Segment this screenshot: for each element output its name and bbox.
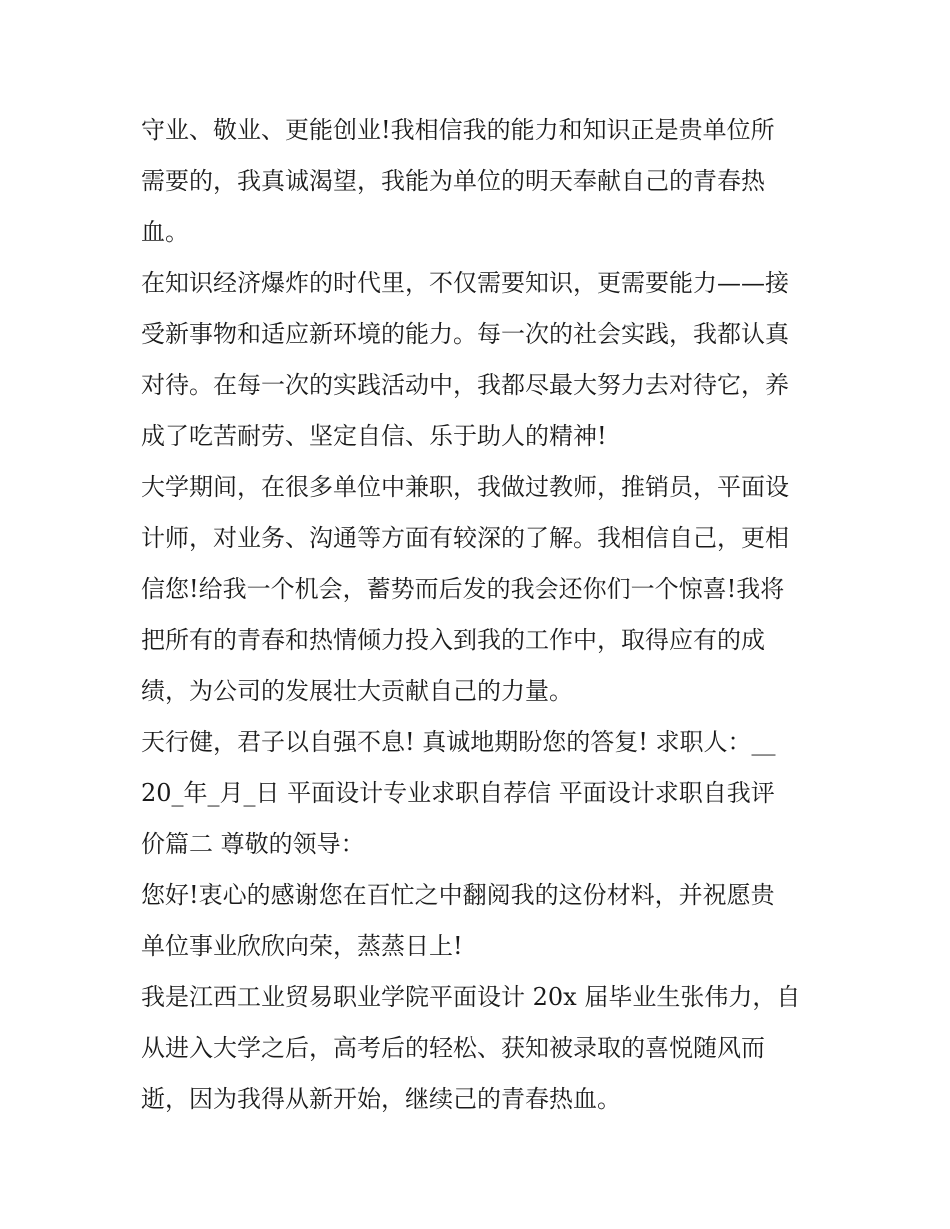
text-line: 在知识经济爆炸的时代里，不仅需要知识，更需要能力——接 (141, 269, 789, 297)
text-line: 把所有的青春和热情倾力投入到我的工作中，取得应有的成 (141, 626, 765, 654)
text-line: 绩，为公司的发展壮大贡献自己的力量。 (141, 677, 573, 705)
text-line: 大学期间，在很多单位中兼职，我做过教师，推销员，平面设 (141, 473, 789, 501)
text-line: 20_年_月_日 平面设计专业求职自荐信 平面设计求职自我评 (141, 779, 775, 807)
text-line: 守业、敬业、更能创业!我相信我的能力和知识正是贵单位所 (141, 116, 775, 144)
text-line: 血。 (141, 218, 189, 246)
text-line: 天行健，君子以自强不息! 真诚地期盼您的答复! 求职人：__ (141, 728, 776, 756)
text-line: 受新事物和适应新环境的能力。每一次的社会实践，我都认真 (141, 320, 789, 348)
text-line: 我是江西工业贸易职业学院平面设计 20x 届毕业生张伟力，自 (141, 983, 801, 1011)
text-line: 价篇二 尊敬的领导： (141, 830, 365, 858)
text-line: 计师，对业务、沟通等方面有较深的了解。我相信自己，更相 (141, 524, 789, 552)
text-line: 需要的，我真诚渴望，我能为单位的明天奉献自己的青春热 (141, 167, 765, 195)
text-line: 逝，因为我得从新开始，继续己的青春热血。 (141, 1085, 621, 1113)
text-line: 对待。在每一次的实践活动中，我都尽最大努力去对待它，养 (141, 371, 789, 399)
text-line: 从进入大学之后，高考后的轻松、获知被录取的喜悦随风而 (141, 1034, 765, 1062)
text-line: 成了吃苦耐劳、坚定自信、乐于助人的精神! (141, 422, 607, 450)
document-body (141, 105, 821, 1125)
text-line: 单位事业欣欣向荣，蒸蒸日上! (141, 932, 463, 960)
text-line: 信您!给我一个机会，蓄势而后发的我会还你们一个惊喜!我将 (141, 575, 785, 603)
text-line: 您好!衷心的感谢您在百忙之中翻阅我的这份材料，并祝愿贵 (141, 881, 775, 909)
